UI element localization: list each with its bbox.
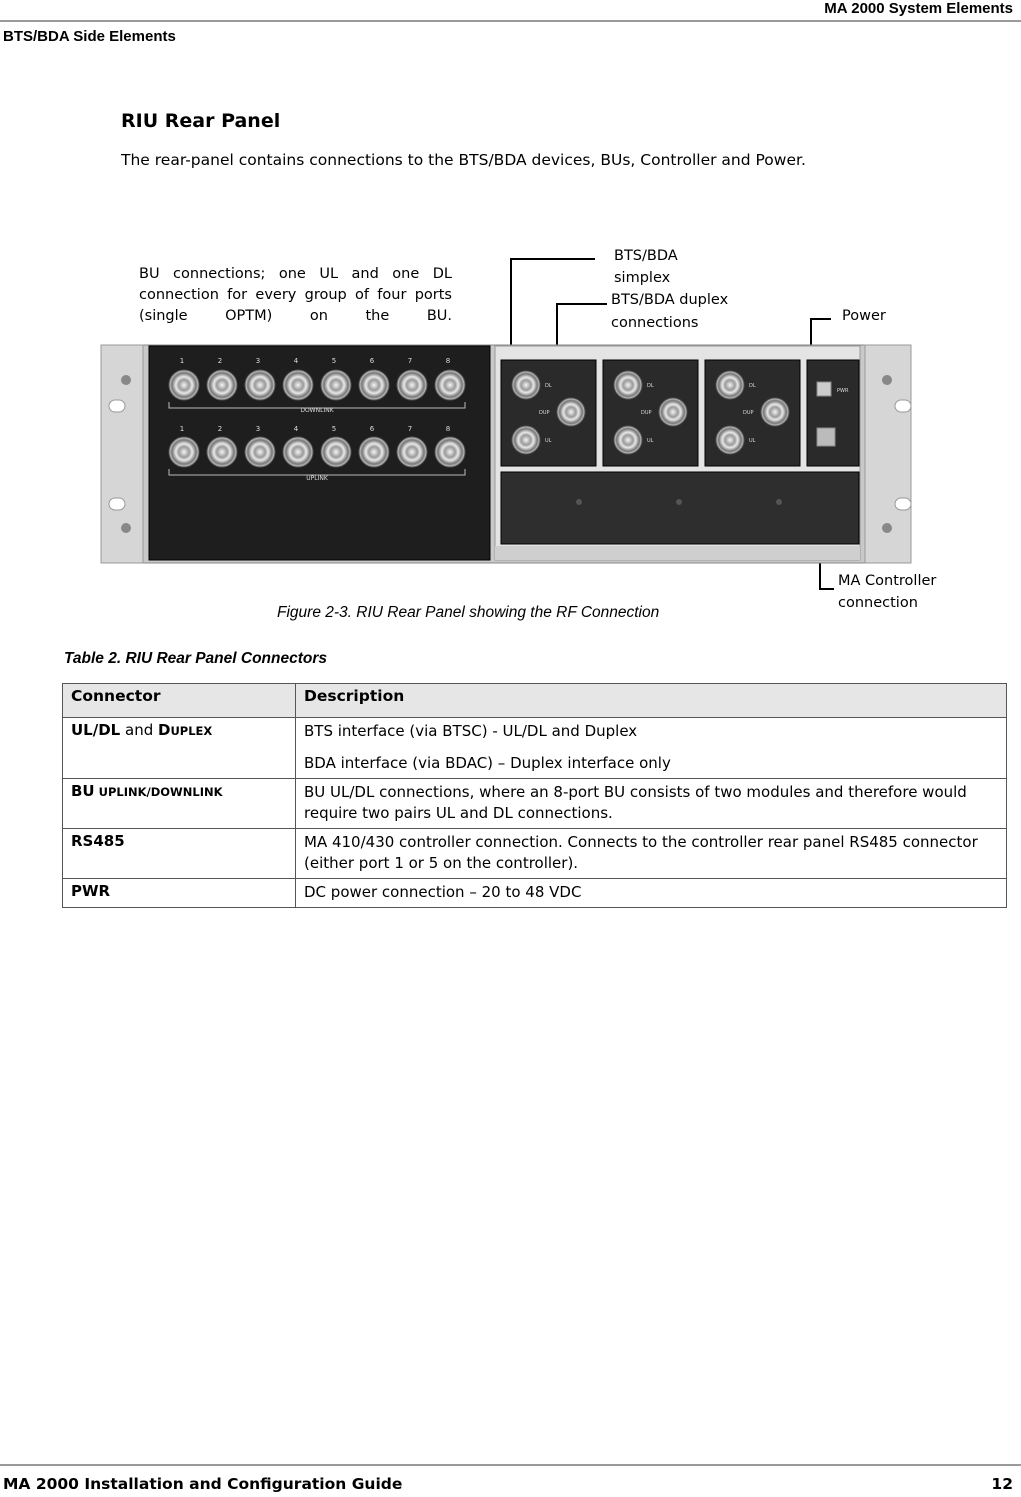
connector-pwr: PWR bbox=[71, 882, 111, 900]
module2-dl-label: DL bbox=[647, 383, 654, 389]
table-header-row bbox=[63, 684, 1007, 718]
port-num-ul-5: 5 bbox=[331, 425, 337, 433]
port-num-ul-2: 2 bbox=[217, 425, 223, 433]
port-num-dl-6: 6 bbox=[369, 357, 375, 365]
figure-caption: Figure 2-3. RIU Rear Panel showing the RF Connection bbox=[277, 604, 660, 621]
description-line: BU UL/DL connections, where an 8-port BU consists of two modules and therefore would require two pairs UL and DL connections. bbox=[304, 783, 967, 822]
label-uplink: UPLINK bbox=[306, 475, 328, 482]
port-num-dl-3: 3 bbox=[255, 357, 261, 365]
table-title: Table 2. RIU Rear Panel Connectors bbox=[64, 650, 328, 667]
port-num-dl-5: 5 bbox=[331, 357, 337, 365]
connector-bu-sub: UPLINK/DOWNLINK bbox=[94, 785, 223, 799]
port-num-dl-1: 1 bbox=[179, 357, 185, 365]
table-row bbox=[63, 718, 1007, 779]
description-cell bbox=[296, 718, 1007, 779]
description-cell bbox=[296, 779, 1007, 829]
connector-rs485: RS485 bbox=[71, 832, 125, 850]
port-num-dl-7: 7 bbox=[407, 357, 413, 365]
column-header-description: Description bbox=[296, 684, 1007, 718]
connector-cell bbox=[63, 718, 296, 779]
connector-cell bbox=[63, 829, 296, 879]
module2-ul-label: UL bbox=[647, 438, 654, 444]
module2-dup-label: DUP bbox=[641, 410, 652, 416]
connector-ul-dl: UL/DL bbox=[71, 721, 121, 739]
port-num-ul-7: 7 bbox=[407, 425, 413, 433]
table-row bbox=[63, 779, 1007, 829]
description-line: MA 410/430 controller connection. Connects to the controller rear panel RS485 connector (either port 1 or 5 on the controller). bbox=[304, 833, 978, 872]
module3-ul-label: UL bbox=[749, 438, 756, 444]
connector-cell bbox=[63, 779, 296, 829]
label-downlink: DOWNLINK bbox=[300, 407, 334, 414]
module1-dup-label: DUP bbox=[539, 410, 550, 416]
callout-power: Power bbox=[842, 308, 886, 324]
section-header: BTS/BDA Side Elements bbox=[3, 28, 176, 45]
connector-duplex-rest: UPLEX bbox=[170, 724, 213, 738]
module3-dup-label: DUP bbox=[743, 410, 754, 416]
module1-dl-label: DL bbox=[545, 383, 552, 389]
table-row bbox=[63, 829, 1007, 879]
callout-controller-line2: connection bbox=[838, 595, 918, 611]
connector-cell bbox=[63, 879, 296, 908]
port-num-ul-8: 8 bbox=[445, 425, 451, 433]
callout-controller-line1: MA Controller bbox=[838, 573, 937, 589]
callout-bts-simplex-line2: simplex bbox=[614, 270, 671, 286]
section-title: RIU Rear Panel bbox=[121, 110, 281, 132]
port-num-dl-8: 8 bbox=[445, 357, 451, 365]
table-row bbox=[63, 879, 1007, 908]
description-line: BDA interface (via BDAC) – Duplex interface only bbox=[304, 754, 671, 772]
page-number: 12 bbox=[991, 1475, 1013, 1493]
connector-and: and bbox=[120, 721, 158, 739]
connectors-table bbox=[62, 683, 1007, 908]
connector-bu: BU bbox=[71, 782, 95, 800]
port-num-ul-3: 3 bbox=[255, 425, 261, 433]
port-num-ul-6: 6 bbox=[369, 425, 375, 433]
intro-paragraph: The rear-panel contains connections to the BTS/BDA devices, BUs, Controller and Power. bbox=[121, 151, 806, 169]
description-line: DC power connection – 20 to 48 VDC bbox=[304, 883, 582, 901]
description-cell bbox=[296, 829, 1007, 879]
port-num-ul-4: 4 bbox=[293, 425, 299, 433]
riu-rear-panel-figure bbox=[95, 240, 965, 620]
footer-rule bbox=[0, 1464, 1021, 1466]
connector-duplex-initial: D bbox=[158, 721, 171, 739]
description-cell bbox=[296, 879, 1007, 908]
callout-bts-duplex-line1: BTS/BDA duplex bbox=[611, 292, 729, 308]
callout-bu-connections: BU connections; one UL and one DL connection for every group of four ports (single OPTM) on the BU. bbox=[139, 266, 452, 324]
header-rule bbox=[0, 20, 1021, 22]
column-header-connector: Connector bbox=[63, 684, 296, 718]
document-title: MA 2000 System Elements bbox=[824, 0, 1013, 17]
callout-bts-duplex-line2: connections bbox=[611, 315, 699, 331]
callout-bts-simplex-line1: BTS/BDA bbox=[614, 248, 678, 264]
port-num-dl-4: 4 bbox=[293, 357, 299, 365]
port-num-dl-2: 2 bbox=[217, 357, 223, 365]
label-pwr: PWR bbox=[837, 388, 849, 394]
description-line: BTS interface (via BTSC) - UL/DL and Duplex bbox=[304, 722, 638, 740]
module3-dl-label: DL bbox=[749, 383, 756, 389]
footer-guide-title: MA 2000 Installation and Configuration Guide bbox=[3, 1475, 403, 1493]
module1-ul-label: UL bbox=[545, 438, 552, 444]
port-num-ul-1: 1 bbox=[179, 425, 185, 433]
